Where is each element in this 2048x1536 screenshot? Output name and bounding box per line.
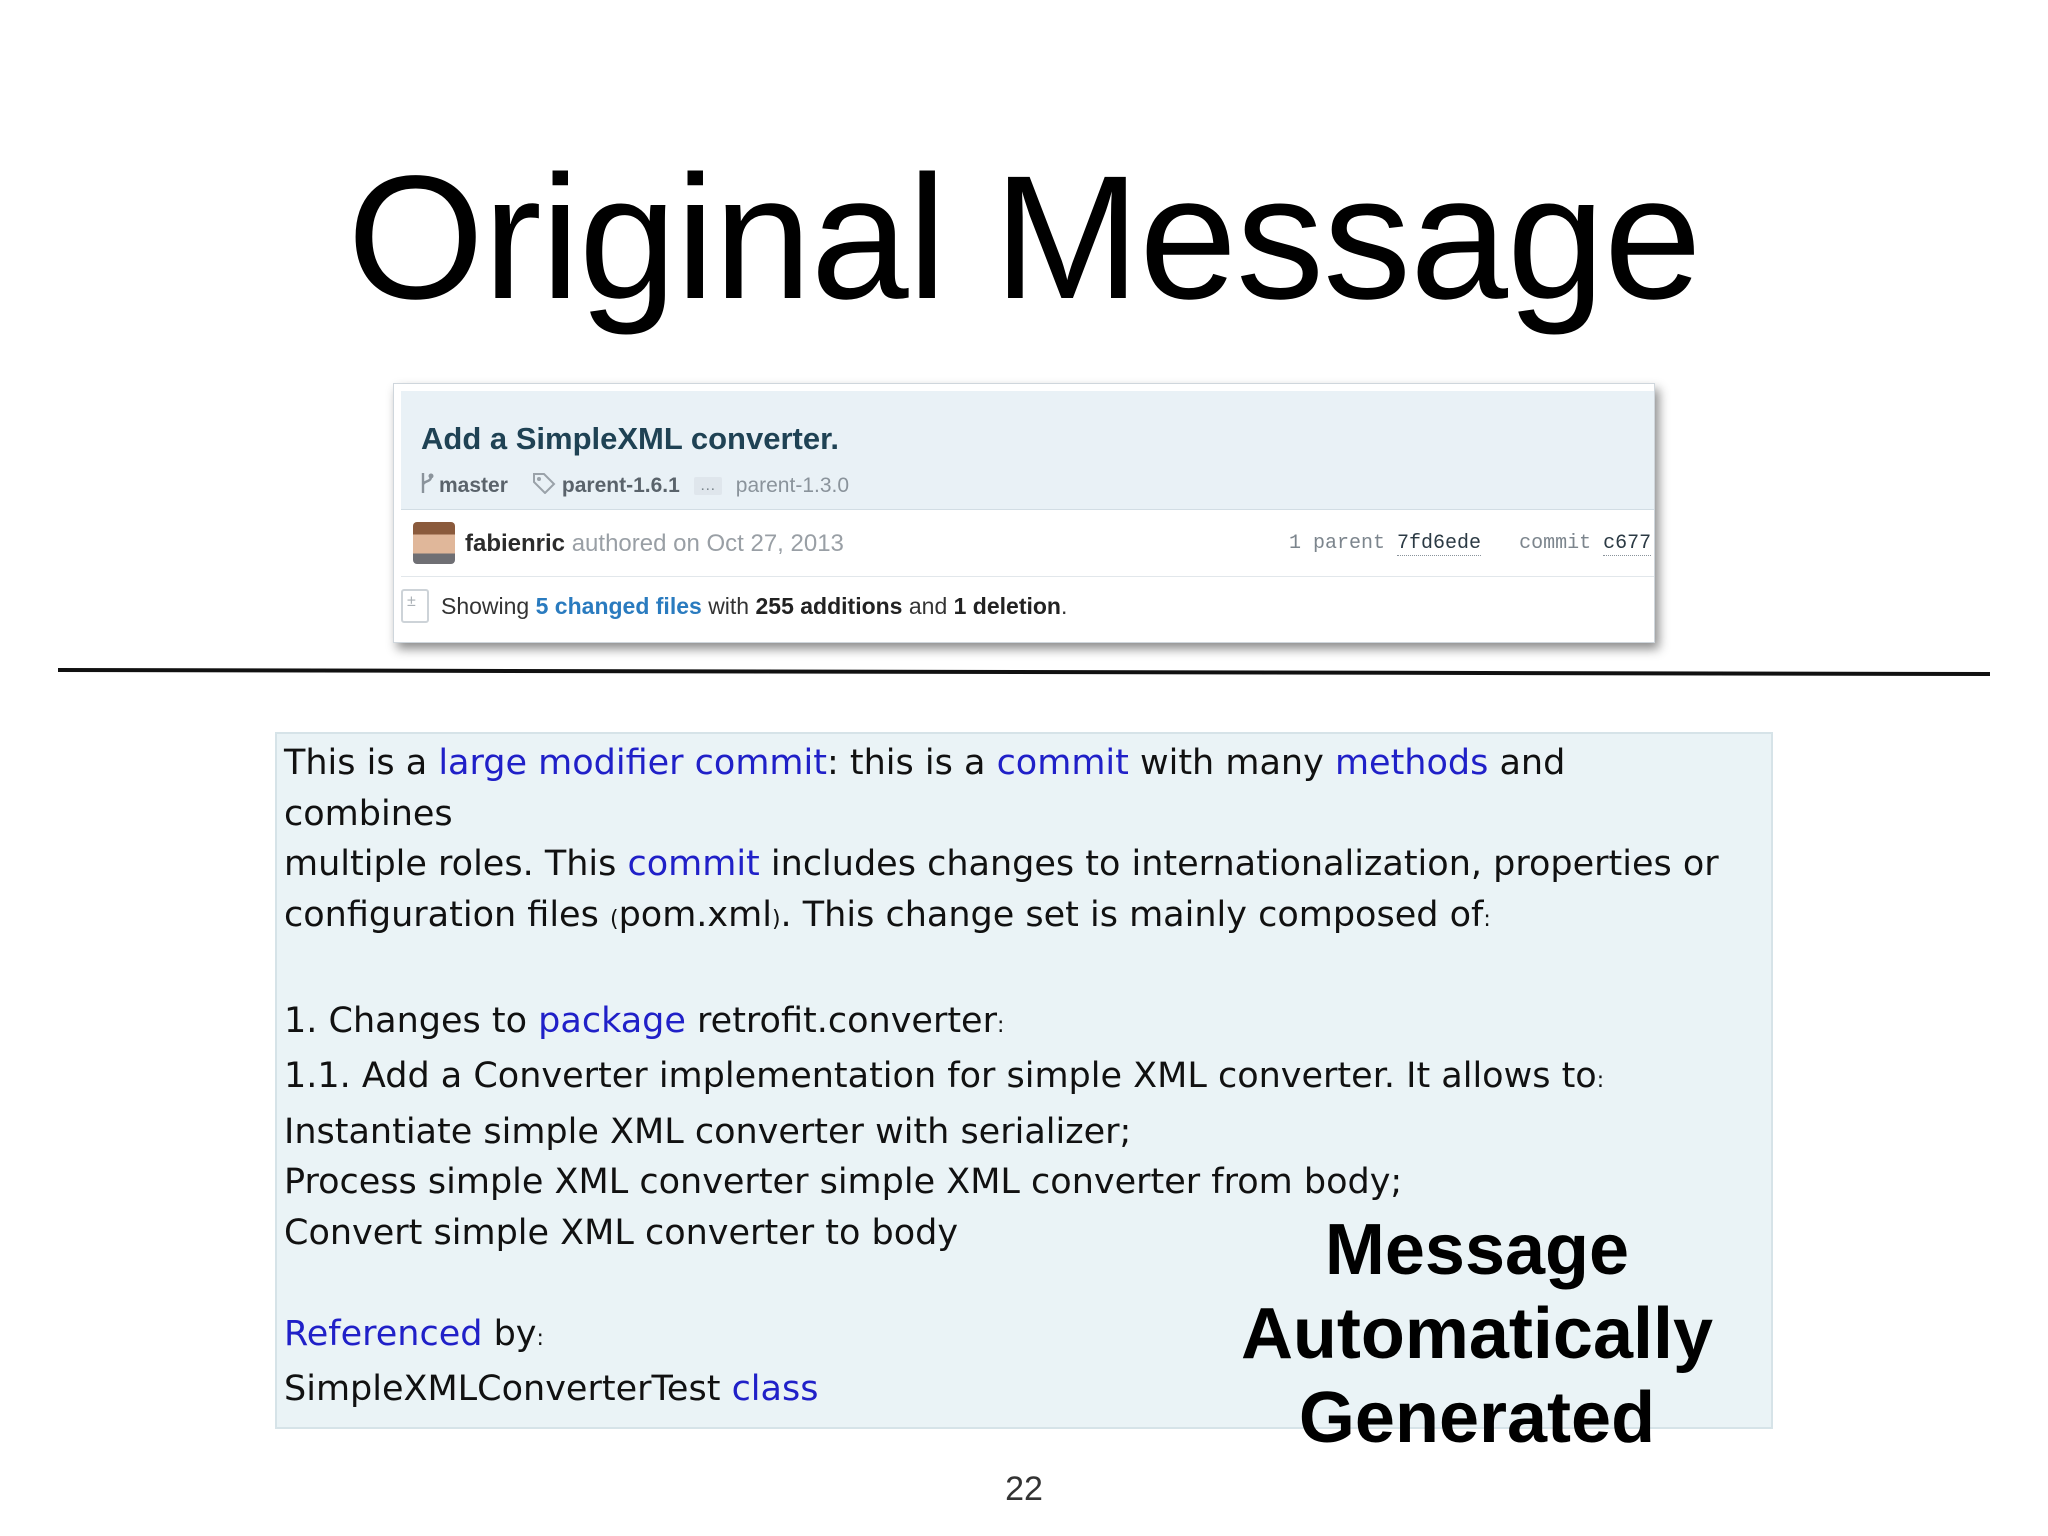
message-line [284,738,1744,839]
text-span: 1.1. Add a Converter implementation for simple XML converter. It allows to [284,1056,1597,1096]
parent-label: 1 parent [1289,532,1386,555]
keyword: package [538,1000,686,1041]
parent-sha[interactable]: 7fd6ede [1397,532,1482,555]
text-span: configuration files [284,894,610,935]
keyword: Referenced [284,1313,483,1354]
commit-sha: c677 [1603,532,1652,555]
message-line [284,839,1744,890]
commit-refs [419,471,849,501]
files-suffix: . [1060,592,1068,619]
message-line [284,890,1744,946]
keyword: commit [627,844,760,884]
text-span: 1. Changes to [284,1000,539,1041]
files-prefix: Showing [441,592,530,619]
page-number: 22 [1005,1470,1043,1508]
text-span: ) [771,906,781,932]
deletions-count: 1 deletion [953,592,1061,619]
tag-range-end[interactable]: parent-1.3.0 [735,474,850,497]
author-name[interactable]: fabienric [465,530,566,557]
text-span: pom.xml [618,894,772,935]
message-line: Convert simple XML converter to body [284,1212,959,1253]
author-line [465,530,844,558]
commit-author-row [401,510,1654,577]
text-span: SimpleXMLConverterTest [284,1369,732,1409]
commit-screenshot [393,383,1655,643]
text-span: and combines [284,743,1566,834]
keyword: class [731,1369,819,1409]
files-summary [401,589,1067,623]
message-line [284,1051,1744,1107]
text-span: multiple roles. This [284,844,628,884]
branch-name[interactable]: master [439,474,508,497]
keyword: methods [1334,743,1489,783]
text-span: : this is a [826,743,997,783]
text-span: : [536,1325,544,1351]
keyword: commit [996,743,1129,783]
files-and: and [908,592,948,619]
avatar[interactable] [413,522,455,564]
additions-count: 255 additions [755,592,903,619]
text-span: . This change set is mainly composed of [780,894,1484,935]
message-line [284,996,1744,1052]
text-span: by [482,1313,537,1354]
text-span: retrofit.converter [685,1000,997,1041]
generated-message-box [275,732,1773,1458]
text-span: : [1483,906,1491,932]
message-line: Instantiate simple XML converter with serializer; [284,1111,1132,1152]
text-span: : [996,1012,1005,1038]
tag-ellipsis[interactable]: … [694,477,722,495]
message-line: Process simple XML converter simple XML converter from body; [284,1162,1403,1202]
tag-icon [532,472,556,500]
commit-label: commit [1519,532,1592,555]
commit-parents [1289,532,1651,555]
text-span: ( [609,906,619,932]
changed-files-link[interactable]: 5 changed files [535,592,702,619]
text-span: This is a [284,743,439,783]
authored-date: authored on Oct 27, 2013 [571,530,844,557]
tag-name[interactable]: parent-1.6.1 [561,474,680,497]
commit-header [401,391,1654,510]
auto-label-line1: Message Automatically [1240,1210,1714,1374]
auto-generated-label [1157,1208,1797,1460]
commit-title: Add a SimpleXML converter. [421,421,840,456]
section-divider [58,668,1990,676]
text-span: with many [1128,743,1335,783]
text-span: includes changes to internationalization, properties or [759,844,1719,884]
blank-line [284,945,1744,996]
keyword: large modifier commit [438,743,827,783]
file-diff-icon [401,589,429,623]
auto-label-line2: Generated [1298,1378,1656,1458]
branch-icon [419,471,435,501]
slide-title: Original Message [347,140,1701,336]
files-with: with [708,592,750,619]
text-span: : [1596,1068,1605,1093]
